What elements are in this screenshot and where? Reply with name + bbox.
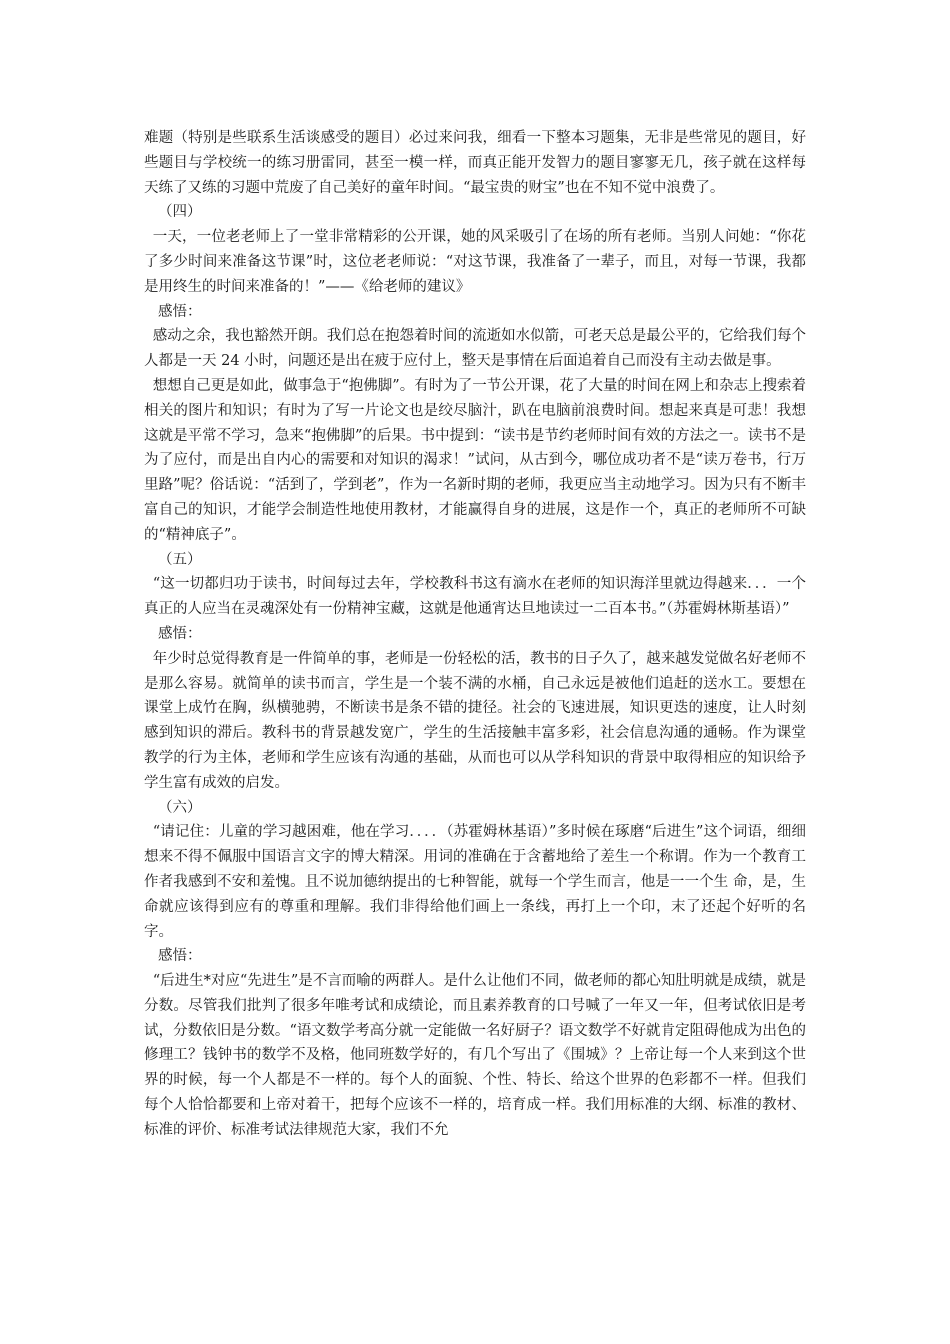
paragraph-story-4: 一天，一位老老师上了一堂非常精彩的公开课，她的风采吸引了在场的所有老师。当别人问她：“你花了多少时间来准备这节课”时，这位老老师说：“对这节课，我准备了一辈子，而且，对每一节课，我都是用终生的时间来准备的！”——《给老师的建议》 [144, 229, 806, 295]
paragraph-quote-5: “这一切都归功于读书，时间每过去年，学校教科书这有滴水在老师的知识海洋里就边得越来．．．一个真正的人应当在灵魂深处有一份精神宝藏，这就是他通宵达旦地读过一二百本书。”（苏霍姆林斯基语）” [144, 576, 806, 618]
paragraph-reflection-5: 年少时总觉得教育是一件简单的事，老师是一份轻松的活，教书的日子久了，越来越发觉做名好老师不是那么容易。就简单的读书而言，学生是一个装不满的水桶，自己永远是被他们追赶的送水工。要想在课堂上成竹在胸，纵横驰骋，不断读书是条不错的捷径。社会的飞速进展，知识更迭的速度，让人时刻感到知识的滞后。教科书的背景越发宽广，学生的生活接触丰富多彩，社会信息沟通的通畅。作为课堂教学的行为主体，老师和学生应该有沟通的基础，从而也可以从学科知识的背景中取得相应的知识给予学生富有成效的启发。 [144, 650, 806, 791]
document-page [144, 126, 806, 1143]
paragraph-continued: 难题（特别是些联系生活谈感受的题目）必过来问我，细看一下整本习题集，无非是些常见的题目，好些题目与学校统一的练习册雷同，甚至一模一样，而真正能开发智力的题目寥寥无几，孩子就在这样每天练了又练的习题中荒废了自己美好的童年时间。“最宝贵的财宝”也在不知不觉中浪费了。 [144, 130, 806, 196]
paragraph-reflection-6: “后进生*对应“先进生”是不言而喻的两群人。是什么让他们不同，做老师的都心知肚明就是成绩，就是分数。尽管我们批判了很多年唯考试和成绩论，而且素养教育的口号喊了一年又一年，但考试依旧是考试，分数依旧是分数。“语文数学考高分就一定能做一名好厨子？语文数学不好就肯定阻碍他成为出色的修理工？钱钟书的数学不及格，他同班数学好的，有几个写出了《围城》？上帝让每一个人来到这个世界的时候，每一个人都是不一样的。每个人的面貌、个性、特长、给这个世界的色彩都不一样。但我们每个人恰恰都要和上帝对着干，把每个应该不一样的，培育成一样。我们用标准的大纲、标准的教材、标准的评价、标准考试法律规范大家，我们不允 [144, 973, 806, 1138]
reflection-label-6: 感悟： [158, 948, 202, 965]
section-heading-5: （五） [158, 551, 202, 568]
paragraph-reflection-4a: 感动之余，我也豁然开朗。我们总在抱怨着时间的流逝如水似箭，可老天总是最公平的，它给我们每个人都是一天 24 小时，问题还是出在疲于应付上，整天是事情在后面追着自己而没有主动去做是事。 [144, 328, 806, 370]
section-heading-4: （四） [158, 204, 202, 221]
section-heading-6: （六） [158, 799, 202, 816]
reflection-label-5: 感悟： [158, 625, 202, 642]
reflection-label-4: 感悟： [158, 303, 202, 320]
paragraph-reflection-4b: 想想自己更是如此，做事急于“抱佛脚”。有时为了一节公开课，花了大量的时间在网上和杂志上搜索着相关的图片和知识；有时为了写一片论文也是绞尽脑汁，趴在电脑前浪费时间。想起来真是可悲！我想这就是平常不学习，急来“抱佛脚”的后果。书中提到：“读书是节约老师时间有效的方法之一。读书不是为了应付，而是出自内心的需要和对知识的渴求！”试问，从古到今，哪位成功者不是“读万卷书，行万里路”呢？俗话说：“活到了，学到老”，作为一名新时期的老师，我更应当主动地学习。因为只有不断丰富自己的知识，才能学会制造性地使用教材，才能赢得自身的进展，这是作一个，真正的老师所不可缺的“精神底子”。 [144, 377, 806, 543]
paragraph-quote-6: “请记住：儿童的学习越困难，他在学习．．．．（苏霍姆林基语）”多时候在琢磨“后进生”这个词语，细细想来不得不佩服中国语言文字的博大精深。用词的准确在于含蓄地给了差生一个称谓。作为一个教育工作者我感到不安和羞愧。且不说加德纳提出的七种智能，就每一个学生而言，他是一一个生 命，是，生命就应该得到应有的尊重和理解。我们非得给他们画上一条线，再打上一个印，末了还起个好听的名字。 [144, 824, 806, 940]
